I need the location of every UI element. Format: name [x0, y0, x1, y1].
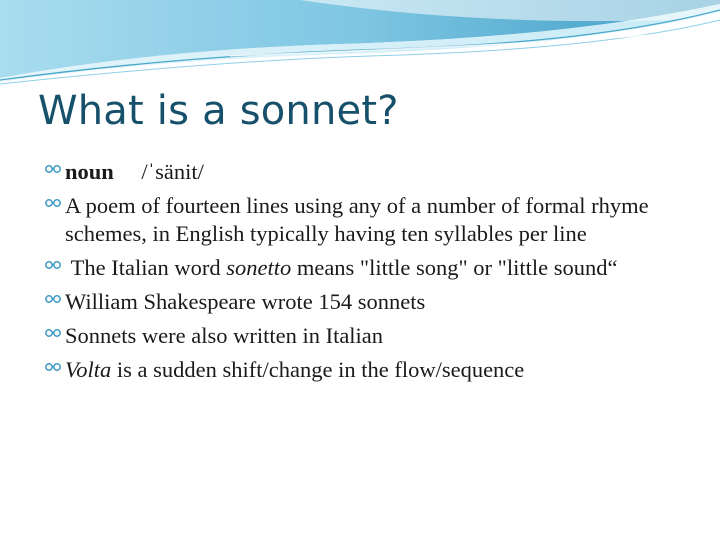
bullet-item [44, 254, 704, 282]
bullet-item [44, 192, 704, 248]
italic-term: sonetto [226, 255, 292, 280]
reading-glasses-icon [44, 193, 62, 211]
italic-term: Volta [65, 357, 112, 382]
reading-glasses-icon [44, 289, 62, 307]
bullet-text: A poem of fourteen lines using any of a number of formal rhyme schemes, in English typically having ten syllables per line [65, 193, 649, 246]
decorative-header-wave [0, 0, 720, 90]
bullet-text: Sonnets were also written in Italian [65, 323, 384, 348]
bullet-item [44, 356, 704, 384]
bullet-text-rest: is a sudden shift/change in the flow/sequence [111, 357, 525, 382]
reading-glasses-icon [44, 255, 62, 273]
bullet-text: William Shakespeare wrote 154 sonnets [65, 289, 426, 314]
slide-title: What is a sonnet? [38, 88, 399, 134]
reading-glasses-icon [44, 323, 62, 341]
bullet-text-rest: means "little song" or "little sound“ [291, 255, 618, 280]
bullet-item [44, 158, 704, 186]
bullet-list [44, 158, 704, 390]
bullet-text-lead: The Italian word [65, 255, 227, 280]
reading-glasses-icon [44, 159, 62, 177]
bullet-item [44, 288, 704, 316]
part-of-speech: noun [65, 159, 114, 184]
pronunciation: /ˈsänit/ [141, 159, 204, 184]
reading-glasses-icon [44, 357, 62, 375]
bullet-item [44, 322, 704, 350]
